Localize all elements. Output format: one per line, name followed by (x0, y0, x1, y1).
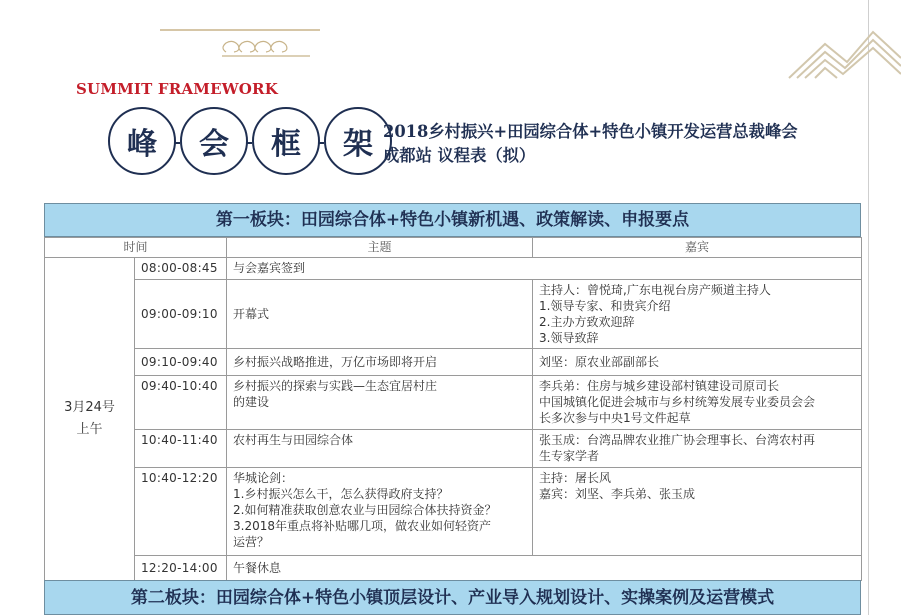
row-guest: 主持人：曾悦琦,广东电视台房产频道主持人 1.领导专家、和贵宾介绍 2.主办方致欢迎辞 3.领导致辞 (533, 280, 862, 349)
row-time: 09:40-10:40 (135, 376, 227, 430)
row-topic: 开幕式 (227, 280, 533, 349)
section1-title: 第一板块：田园综合体+特色小镇新机遇、政策解读、申报要点 (44, 203, 861, 237)
row-topic: 农村再生与田园综合体 (227, 430, 533, 468)
table-row (45, 376, 862, 430)
framework-char-2: 会 (180, 107, 248, 175)
row-topic: 午餐休息 (227, 556, 862, 581)
wave-ornament-icon (160, 26, 320, 60)
row-topic: 与会嘉宾签到 (227, 258, 862, 280)
agenda-date: 3月24号 上午 (45, 258, 135, 581)
mountain-logo-icon (785, 28, 901, 84)
agenda-header-row (45, 238, 862, 258)
row-guest: 主持：屠长风 嘉宾：刘坚、李兵弟、张玉成 (533, 468, 862, 556)
table-row (45, 258, 862, 280)
row-guest: 李兵弟：住房与城乡建设部村镇建设司原司长 中国城镇化促进会城市与乡村统筹发展专业委员会会 长多次参与中央1号文件起草 (533, 376, 862, 430)
framework-char-1: 峰 (108, 107, 176, 175)
row-time: 08:00-08:45 (135, 258, 227, 280)
table-row (45, 349, 862, 376)
table-row (45, 280, 862, 349)
row-time: 10:40-12:20 (135, 468, 227, 556)
col-header-topic: 主题 (227, 238, 533, 258)
row-topic: 乡村振兴战略推进，万亿市场即将开启 (227, 349, 533, 376)
row-topic: 乡村振兴的探索与实践—生态宜居村庄 的建设 (227, 376, 533, 430)
row-time: 12:20-14:00 (135, 556, 227, 581)
summit-subtitle: 成都站 议程表（拟） (383, 146, 536, 165)
framework-char-3: 框 (252, 107, 320, 175)
col-header-guest: 嘉宾 (533, 238, 862, 258)
section2-title: 第二板块：田园综合体+特色小镇顶层设计、产业导入规划设计、实操案例及运营模式 (44, 580, 861, 615)
summit-title: 2018乡村振兴+田园综合体+特色小镇开发运营总裁峰会 (383, 122, 798, 141)
page-edge-line (868, 0, 869, 615)
framework-char-4: 架 (324, 107, 392, 175)
row-guest: 刘坚：原农业部副部长 (533, 349, 862, 376)
row-time: 10:40-11:40 (135, 430, 227, 468)
table-row (45, 430, 862, 468)
summit-framework-label: SUMMIT FRAMEWORK (76, 80, 278, 98)
row-topic: 华城论剑： 1.乡村振兴怎么干，怎么获得政府支持？ 2.如何精准获取创意农业与田园综合体扶持资金？ 3.2018年重点将补贴哪几项，做农业如何轻资产 运营？ (227, 468, 533, 556)
table-row (45, 556, 862, 581)
row-guest: 张玉成：台湾品牌农业推广协会理事长、台湾农村再 生专家学者 (533, 430, 862, 468)
table-row (45, 468, 862, 556)
row-time: 09:00-09:10 (135, 280, 227, 349)
agenda-table (44, 237, 862, 581)
row-time: 09:10-09:40 (135, 349, 227, 376)
col-header-time: 时间 (45, 238, 227, 258)
